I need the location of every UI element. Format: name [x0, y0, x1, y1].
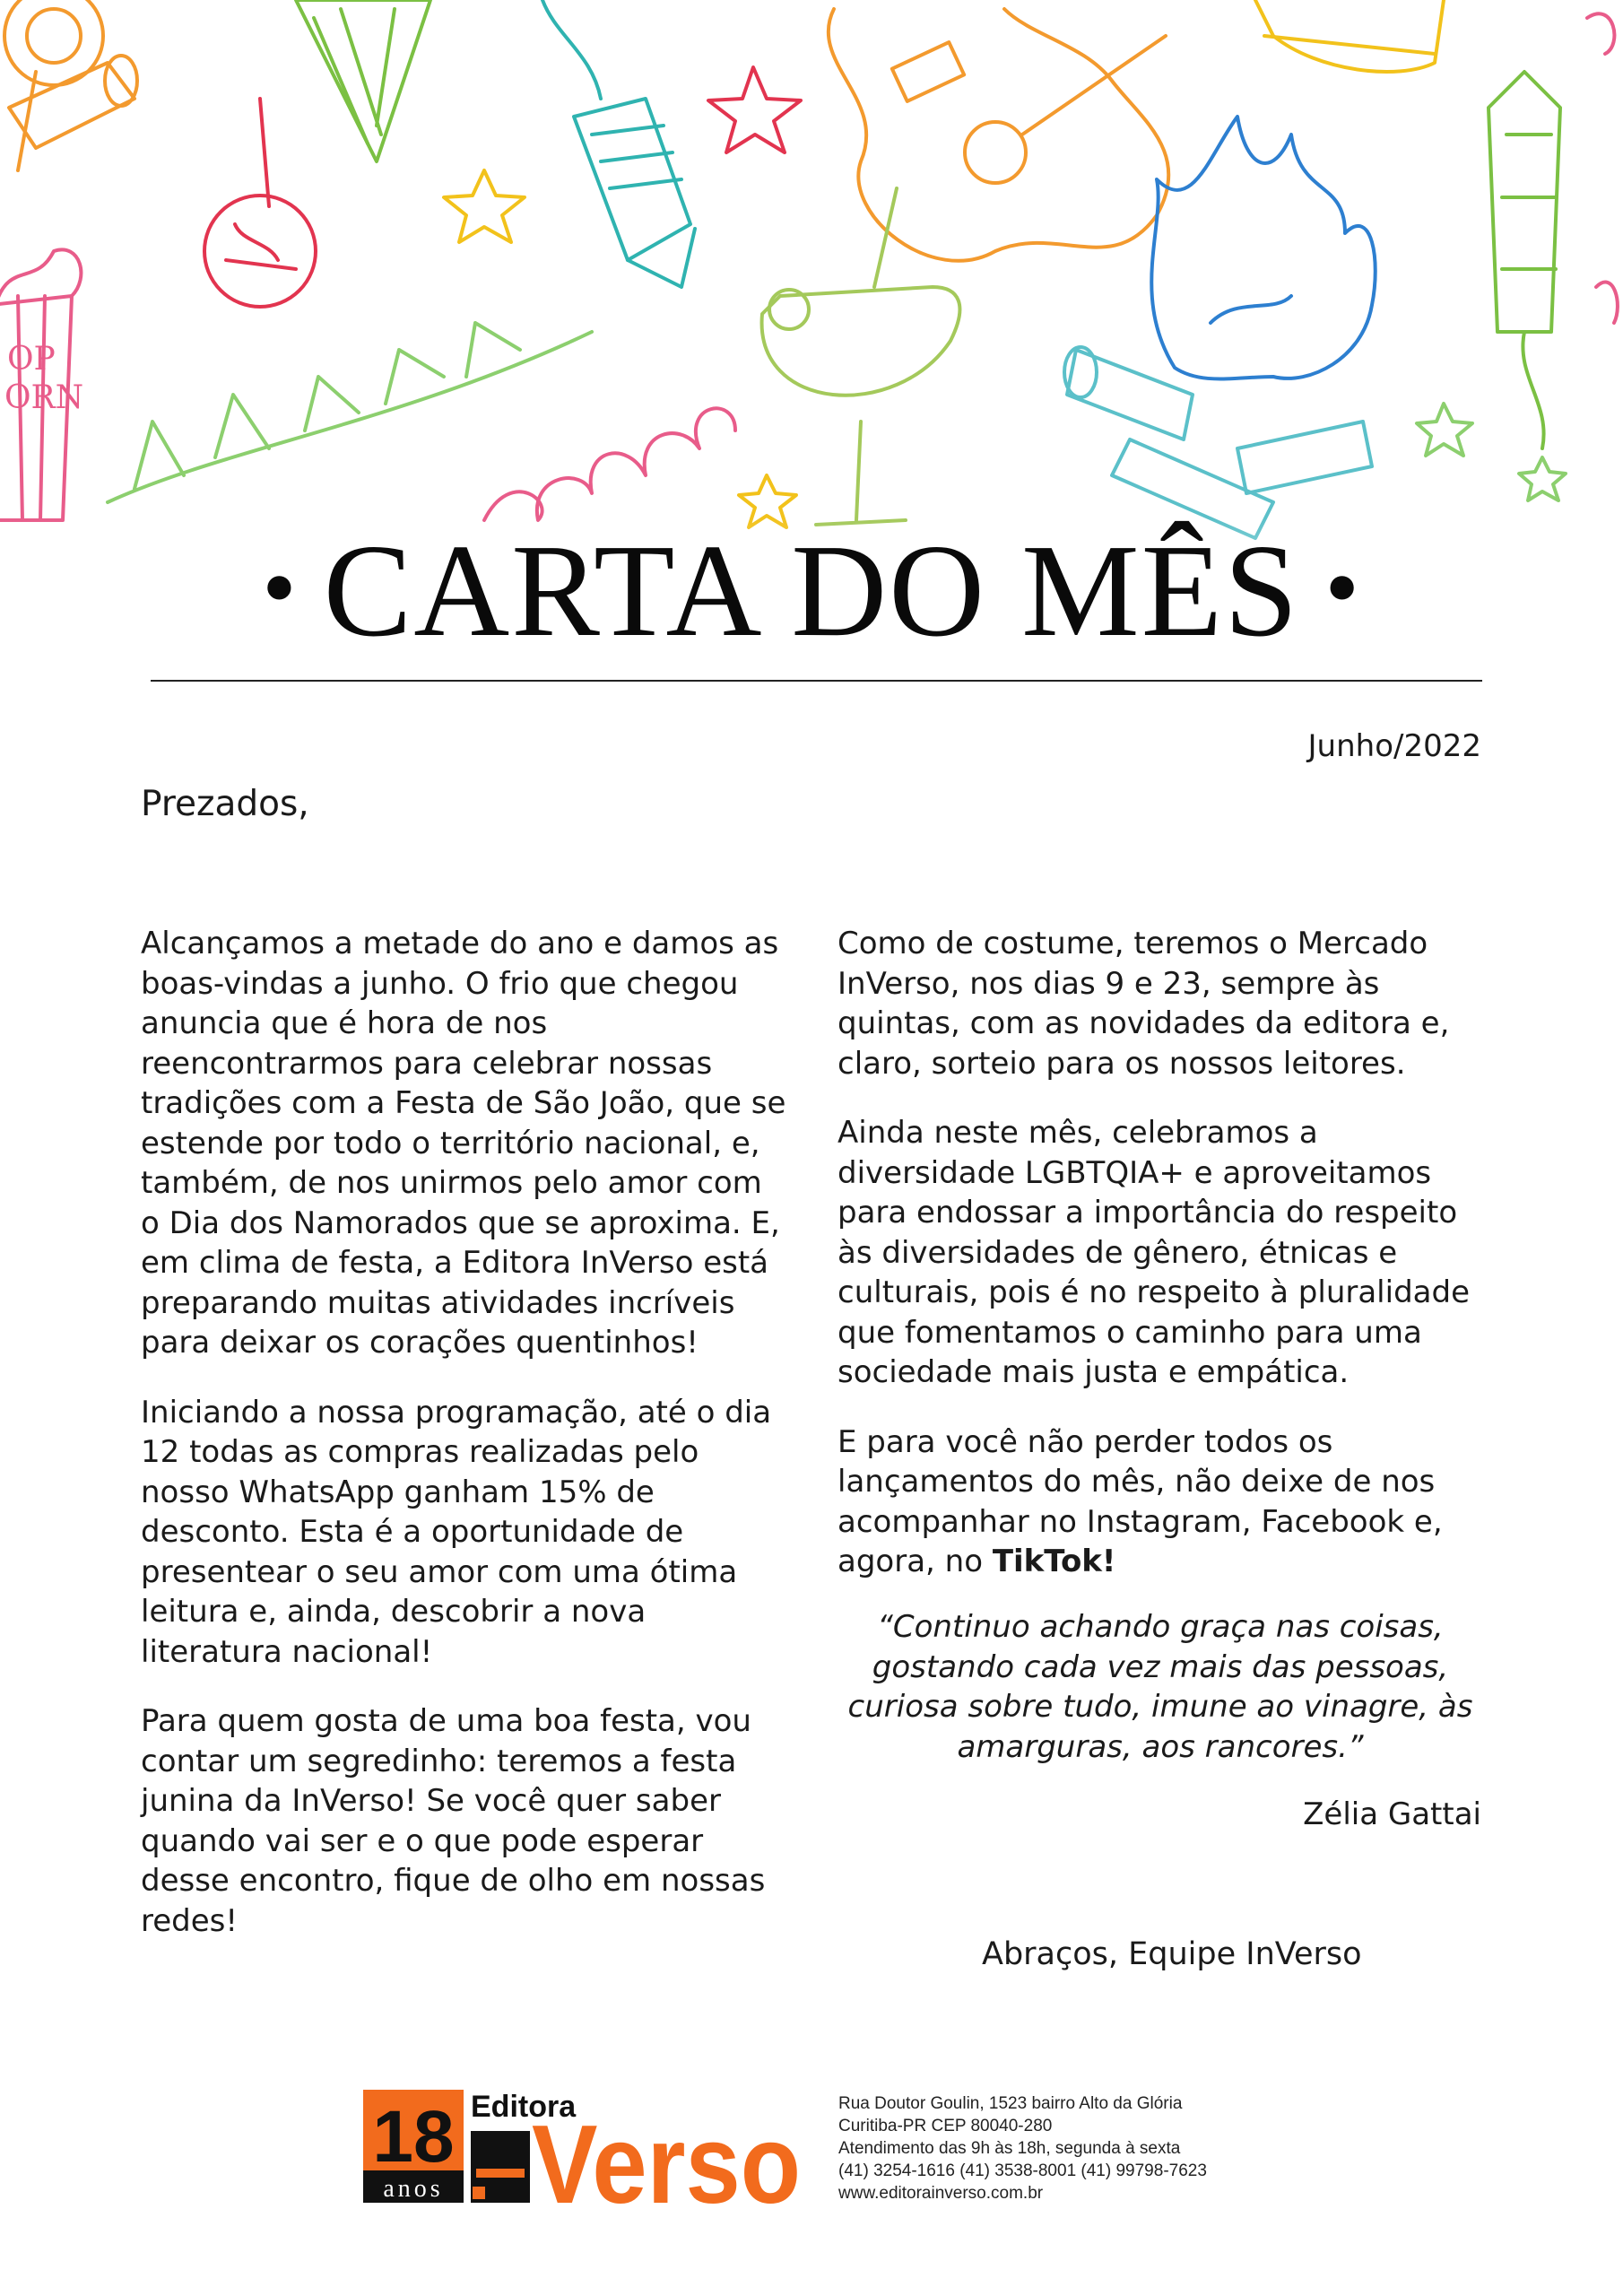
- page-title-text: CARTA DO MÊS: [323, 517, 1300, 665]
- paragraph: Para quem gosta de uma boa festa, vou contar um segredinho: teremos a festa junina da InVerso! Se você quer saber quando vai ser e o que pode esperar desse encontro, fique de olho em nossas redes!: [141, 1703, 766, 1939]
- social-text: E para você não perder todos os lançamentos do mês, não deixe de nos acompanhar no Instagram, Facebook e, agora, no: [838, 1423, 1443, 1579]
- letter-closing: Abraços, Equipe InVerso: [982, 1936, 1362, 1972]
- title-dot-right: •: [1324, 533, 1361, 642]
- letter-date: Junho/2022: [1307, 728, 1481, 764]
- right-column: [838, 924, 1483, 1612]
- address-line: Curitiba-PR CEP 80040-280: [838, 2117, 1053, 2135]
- title-dot-left: •: [262, 533, 299, 642]
- editora-inverso-logo: [363, 2079, 807, 2213]
- left-column: [141, 924, 786, 1970]
- logo-brand-main: Verso: [532, 2103, 801, 2213]
- quote: “Continuo achando graça nas coisas, gostando cada vez mais das pessoas, curiosa sobre tudo, imune ao vinagre, às amarguras, aos rancores.”: [847, 1609, 1473, 1765]
- page-title: [0, 517, 1623, 665]
- paragraph: Alcançamos a metade do ano e damos as boas-vindas a junho. O frio que chegou anuncia que é hora de nos reencontrarmos para celebrar nossas tradições com a Festa de São João, que se estende por todo o território nacional, e, também, de nos unirmos pelo amor com o Dia dos Namorados que se aproxima. E, em clima de festa, a Editora InVerso está preparando muitas atividades incríveis para deixar os corações quentinhos!: [141, 926, 786, 1361]
- social-paragraph: [838, 1422, 1483, 1582]
- footer-address: [838, 2092, 1207, 2205]
- logo-years-word: anos: [383, 2175, 444, 2203]
- website-link[interactable]: www.editorainverso.com.br: [838, 2184, 1044, 2203]
- tiktok-highlight: TikTok!: [992, 1544, 1116, 1579]
- paragraph: Ainda neste mês, celebramos a diversidade LGBTQIA+ e aproveitamos para endossar a importância do respeito às diversidades de gênero, étnicas e culturais, pois é no respeito à pluralidade que fomentamos o caminho para uma sociedade mais justa e empática.: [838, 1115, 1470, 1390]
- title-divider: [151, 680, 1482, 682]
- quote-author: Zélia Gattai: [1303, 1796, 1481, 1832]
- logo-years-number: 18: [372, 2096, 455, 2178]
- logo-brand-top: Editora: [471, 2090, 577, 2124]
- address-line: Atendimento das 9h às 18h, segunda à sexta: [838, 2139, 1181, 2158]
- letter-greeting: Prezados,: [141, 784, 309, 824]
- paragraph: Iniciando a nossa programação, até o dia 12 todas as compras realizadas pelo nosso WhatsApp ganham 15% de desconto. Esta é a oportunidade de presentear o seu amor com uma ótima leitura e, ainda, descobrir a nova literatura nacional!: [141, 1394, 772, 1670]
- paragraph: Como de costume, teremos o Mercado InVerso, nos dias 9 e 23, sempre às quintas, com as novidades da editora e, claro, sorteio para os nossos leitores.: [838, 926, 1450, 1082]
- phone-line: (41) 3254-1616 (41) 3538-8001 (41) 99798-7623: [838, 2161, 1207, 2180]
- address-line: Rua Doutor Goulin, 1523 bairro Alto da Glória: [838, 2094, 1183, 2113]
